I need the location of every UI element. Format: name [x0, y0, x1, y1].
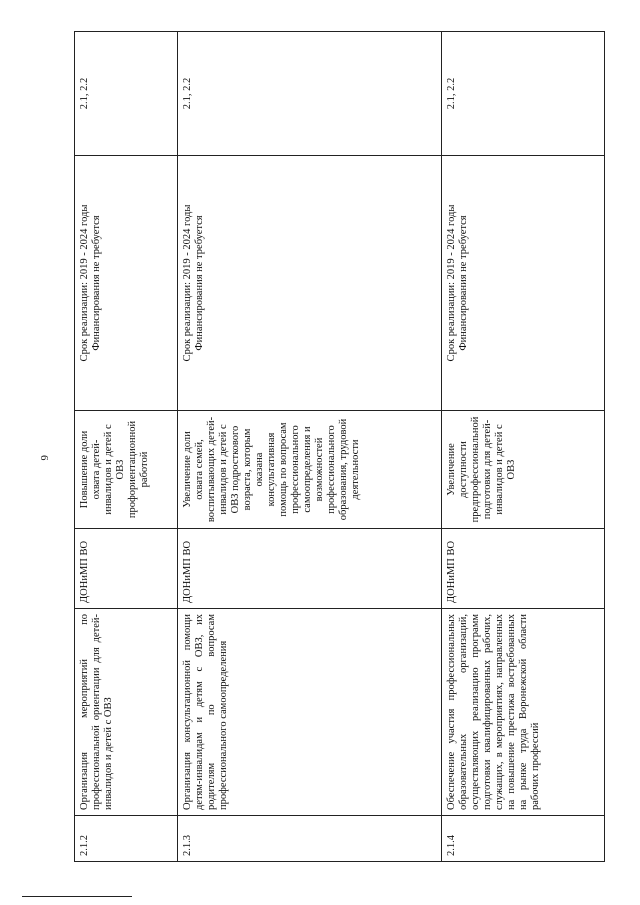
row-executor: ДОНиМП ВО: [178, 529, 442, 609]
row-measure: Организация консультационной помощи детям-инвалидам и детям с ОВЗ, их родителям по вопросам профессионального самоопределения: [178, 609, 442, 816]
row-timing: Срок реализации: 2019 - 2024 годы Финансирования не требуется: [178, 156, 442, 411]
table-row: [75, 32, 178, 862]
table-row: [442, 32, 605, 862]
row-result: Увеличение доступности предпрофессиональной подготовки для детей-инвалидов и детей с ОВЗ: [442, 411, 605, 529]
row-id: 2.1.3: [178, 816, 442, 862]
measures-table: [74, 31, 605, 862]
row-measure: Обеспечение участия профессиональных образовательных организаций, осуществляющих реализацию программ подготовки квалифицированных рабочих, служащих, в мероприятиях, направленных на повышение престижа востребованных на рынке труда Воронежской области рабочих профессий: [442, 609, 605, 816]
row-indicators: 2.1, 2.2: [75, 32, 178, 156]
row-indicators: 2.1, 2.2: [442, 32, 605, 156]
row-executor: ДОНиМП ВО: [442, 529, 605, 609]
measures-table-rotated: [74, 32, 604, 862]
table-row: [178, 32, 442, 862]
row-result: Повышение доли охвата детей-инвалидов и детей с ОВЗ профориентационной работой: [75, 411, 178, 529]
row-result: Увеличение доли охвата семей, воспитывающих детей-инвалидов и детей с ОВЗ подросткового возраста, которым оказана консультативная помощь по вопросам профессионального самоопределения и возможностей профессионального образования, трудовой деятельности: [178, 411, 442, 529]
row-measure: Организация мероприятий по профессиональной ориентации для детей-инвалидов и детей с ОВЗ: [75, 609, 178, 816]
row-indicators: 2.1, 2.2: [178, 32, 442, 156]
row-timing: Срок реализации: 2019 - 2024 годы Финансирования не требуется: [442, 156, 605, 411]
row-executor: ДОНиМП ВО: [75, 529, 178, 609]
row-timing: Срок реализации: 2019 - 2024 годы Финансирования не требуется: [75, 156, 178, 411]
row-id: 2.1.4: [442, 816, 605, 862]
row-id: 2.1.2: [75, 816, 178, 862]
page-number: 6: [38, 455, 50, 461]
footnote-separator: [22, 896, 132, 897]
